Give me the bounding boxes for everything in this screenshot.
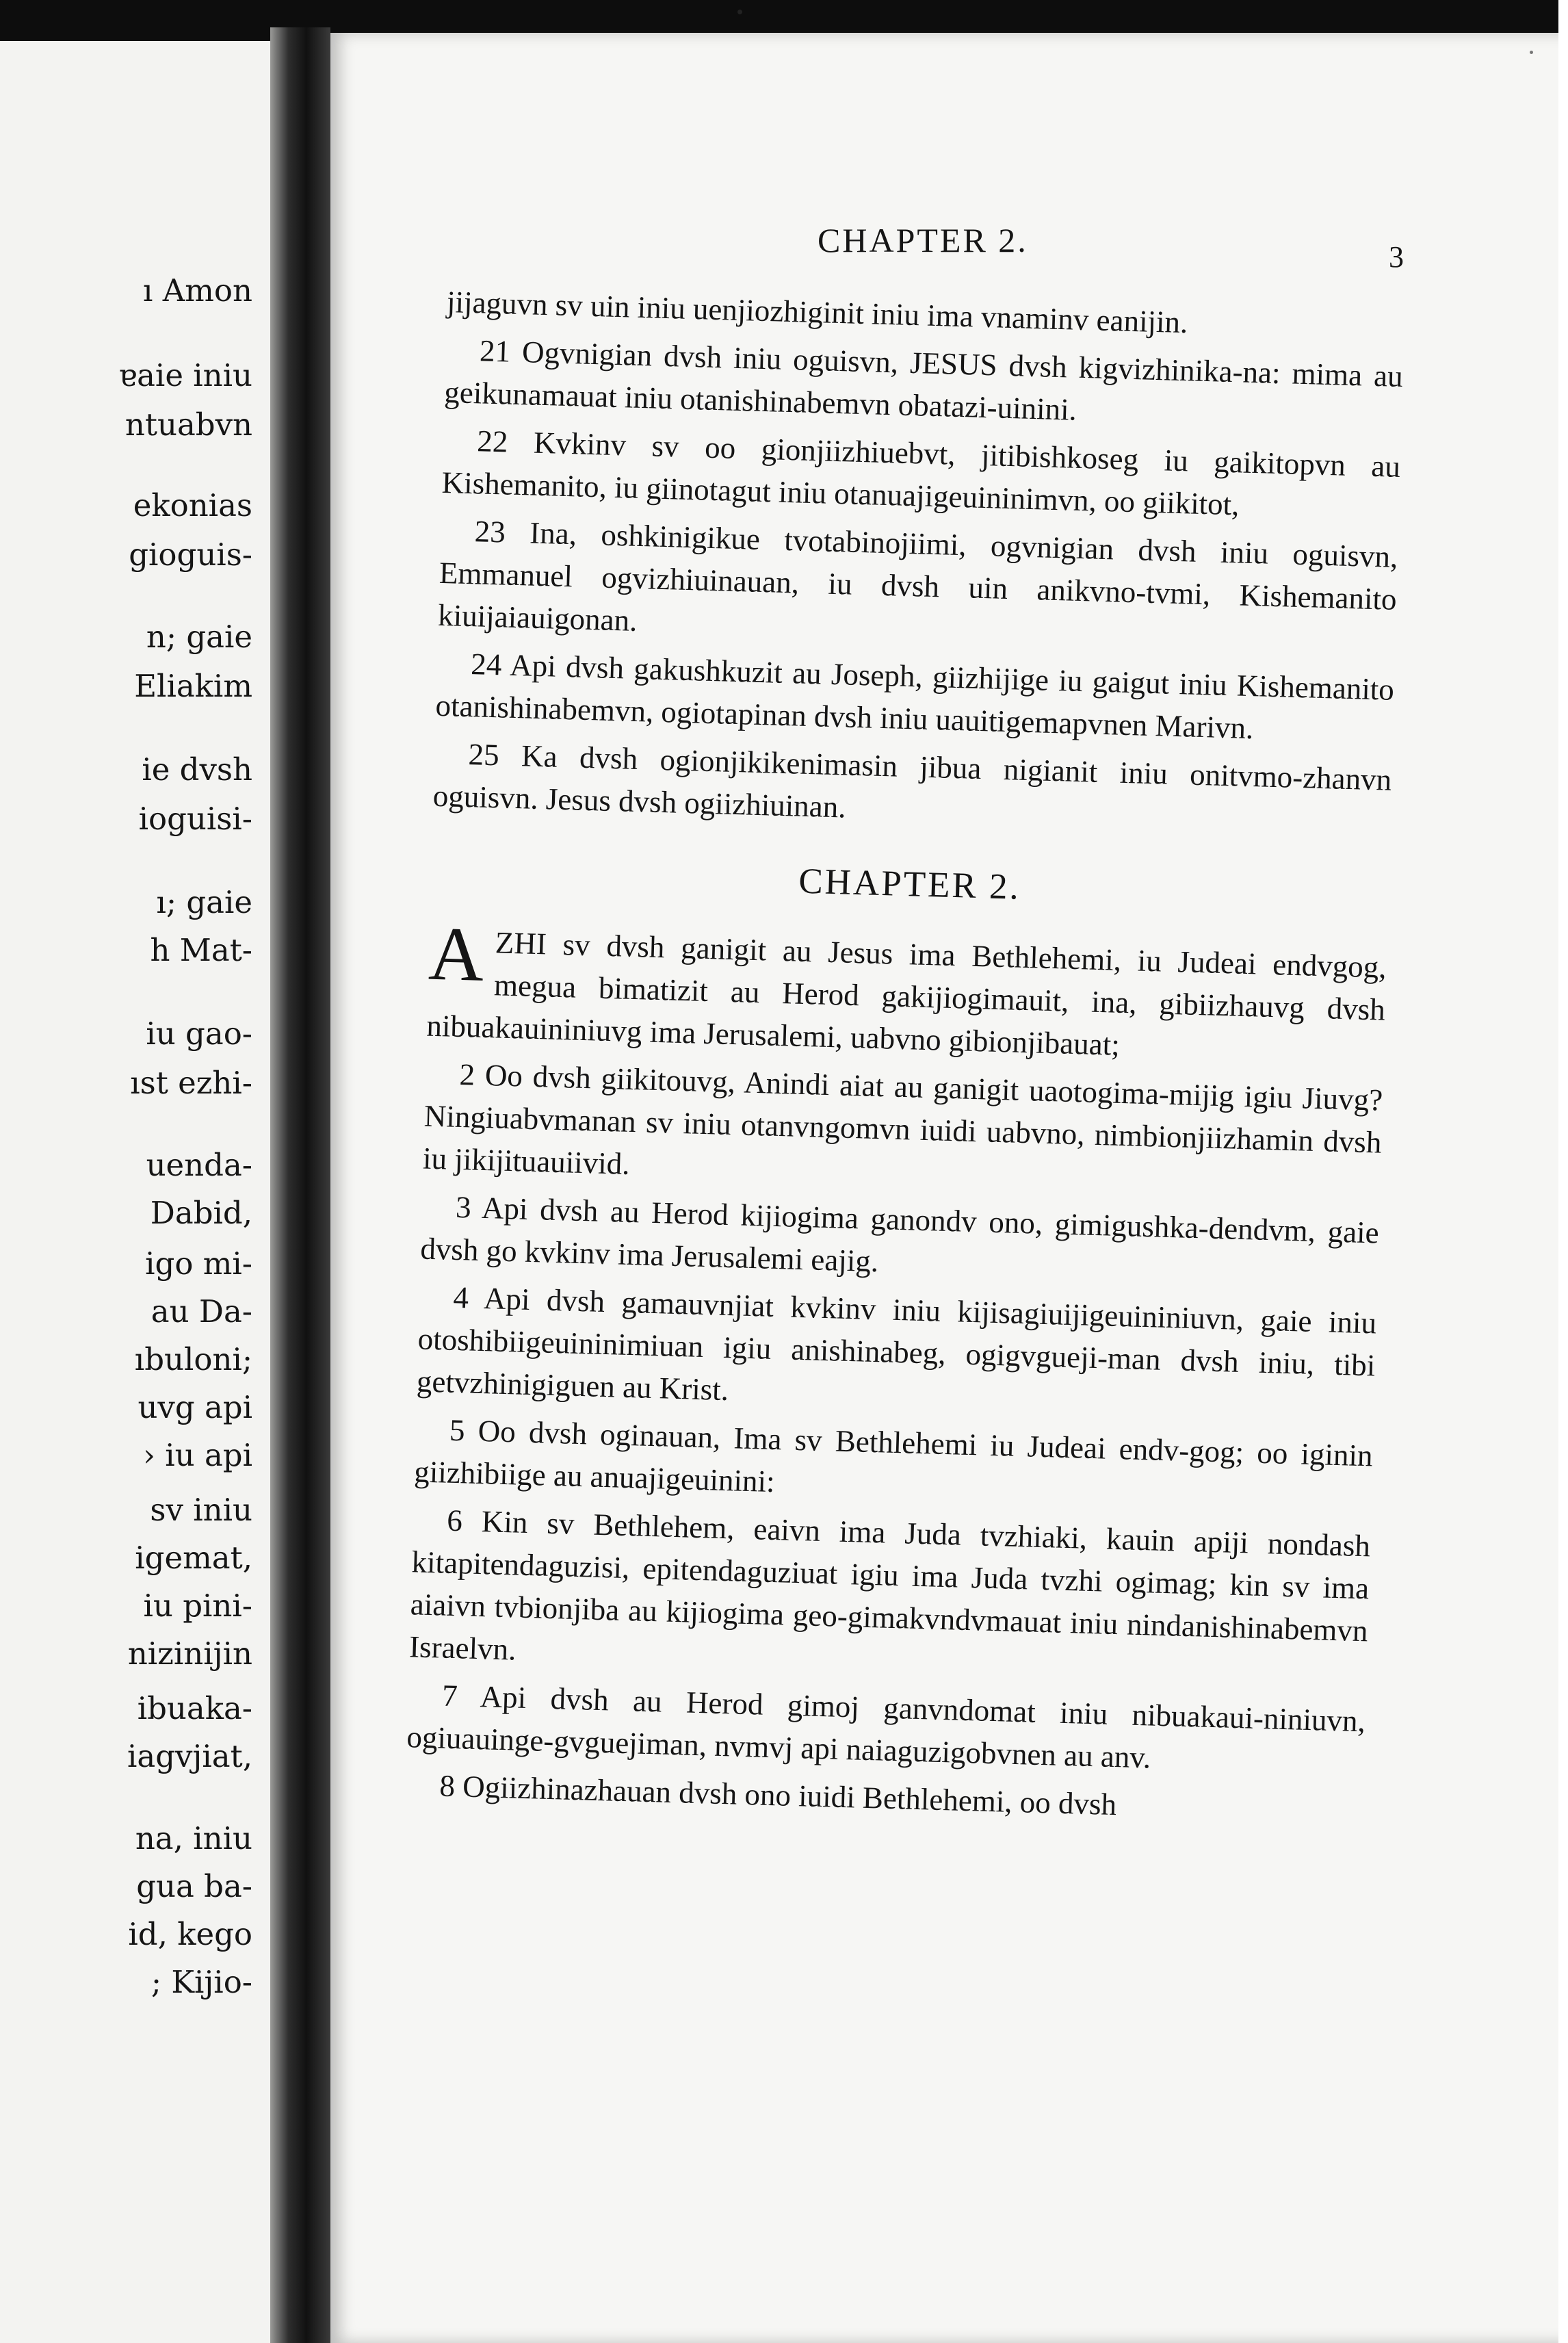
left-page-line: ıbuloni; xyxy=(134,1341,252,1377)
verse-paragraph: 7 Api dvsh au Herod gimoj ganvndomat iniu nibuakaui-niniuvn, ogiuauinge-gvguejiman, nvmvj api naiaguzigobvnen au anv. xyxy=(406,1678,1366,1775)
chapter-2-verses xyxy=(405,1052,1383,1833)
left-page-line: iu pini- xyxy=(143,1588,252,1624)
scan-speck xyxy=(1530,51,1533,54)
left-page-line: igemat, xyxy=(135,1540,252,1576)
page-edge xyxy=(1558,0,1568,2343)
verse-paragraph: 8 Ogiizhinazhauan dvsh ono iuidi Bethlehemi, oo dvsh xyxy=(439,1768,1117,1822)
verse-paragraph: 21 Ogvnigian dvsh iniu oguisvn, JESUS dvsh kigvizhinika-na: mima au geikunamauat iniu otanishinabemvn obatazi-uinini. xyxy=(443,333,1404,427)
chapter-2-verse-1 xyxy=(426,911,1387,1074)
left-page-line: au Da- xyxy=(151,1293,252,1330)
verse-paragraph: 24 Api dvsh gakushkuzit au Joseph, giizhijige iu gaigut iniu Kishemanito otanishinabemvn, ogiotapinan dvsh iniu uauitigemapvnen Marivn. xyxy=(434,647,1395,746)
left-page-line: › iu api xyxy=(142,1437,252,1473)
left-page-line: ntuabvn xyxy=(125,406,252,443)
left-page-line: gua ba- xyxy=(136,1868,252,1904)
left-page-line: iagvjiat, xyxy=(127,1738,252,1774)
left-page-line: ı; gaie xyxy=(156,884,252,920)
verse-paragraph: jijaguvn sv uin iniu uenjiozhiginit iniu ima vnaminv eanijin. xyxy=(446,284,1189,340)
verse-paragraph: 22 Kvkinv sv oo gionjiizhiuebvt, jitibishkoseg iu gaikitopvn au Kishemanito, iu giinotagut iniu otanuajigeuininimvn, oo giikitot, xyxy=(441,424,1401,522)
left-page-line: igo mi- xyxy=(145,1245,252,1282)
left-page-line: ie dvsh xyxy=(142,751,252,788)
verse-paragraph: 5 Oo dvsh oginauan, Ima sv Bethlehemi iu Judeai endv-gog; oo iginin giizhibiige au anuajigeuinini: xyxy=(413,1412,1374,1499)
left-page-line: iu gao- xyxy=(146,1015,252,1052)
verse-paragraph: 6 Kin sv Bethlehem, eaivn ima Juda tvzhiaki, kauin apiji nondash kitapitendaguzisi, epitendaguziuat igiu ima Juda tvzhi ogimag; kin sv ima aiaivn tvbionjiba au kijiogima geo-gimakvndvmauat iniu nindanishinabemvn Israelvn. xyxy=(408,1503,1371,1667)
page-number: 3 xyxy=(1389,240,1404,274)
left-page-line: Dabid, xyxy=(150,1195,252,1231)
left-page-line: ɐaie iniu xyxy=(118,357,252,393)
verse-text: ZHI sv dvsh ganigit au Jesus ima Bethlehemi, iu Judeai endvgog, megua bimatizit au Herod gakijiogimauit, ina, gibiizhauvg dvsh nibuakauininiuvg ima Jerusalemi, uabvno gibionjibauat; xyxy=(426,925,1387,1062)
verse-paragraph: 2 Oo dvsh giikitouvg, Anindi aiat au ganigit uaotogima-mijig igiu Jiuvg? Ningiuabvmanan sv iniu otanvngomvn iuidi uabvno, nimbionjiizhamin dvsh iu jikijituauiivid. xyxy=(422,1057,1383,1181)
left-page-line: id, kego xyxy=(128,1916,252,1952)
left-page-line: ekonias xyxy=(133,487,252,523)
chapter-heading: CHAPTER 2. xyxy=(798,861,1021,907)
left-page-line: nizinijin xyxy=(127,1635,252,1672)
left-page-line: na, iniu xyxy=(135,1820,252,1856)
left-page-line: Eliakim xyxy=(134,668,252,704)
left-page-line: h Mat- xyxy=(150,932,252,968)
right-page-text xyxy=(405,281,1405,1838)
book-gutter xyxy=(270,27,330,2343)
left-page-line: sv iniu xyxy=(150,1492,252,1528)
verse-paragraph: 4 Api dvsh gamauvnjiat kvkinv iniu kijisagiuijigeuininiuvn, gaie iniu otoshibiigeuininimiuan igiu anishinabeg, ogigvgueji-man dvsh iniu, tibi getvzhinigiguen au Krist. xyxy=(416,1280,1377,1408)
verse-paragraph: 3 Api dvsh au Herod kijiogima ganondv ono, gimigushka-dendvm, gaie dvsh go kvkinv ima Jerusalemi eajig. xyxy=(419,1189,1380,1279)
left-page-line: n; gaie xyxy=(146,619,252,655)
running-head: CHAPTER 2. xyxy=(818,221,1028,259)
left-page-line: ibuaka- xyxy=(137,1690,252,1726)
left-page-line: ioguisi- xyxy=(138,801,252,837)
scan-speck xyxy=(737,10,742,14)
verse-paragraph: 23 Ina, oshkinigikue tvotabinojiimi, ogvnigian dvsh iniu oguisvn, Emmanuel ogvizhiuinauan, iu dvsh uin anikvno-tvmi, Kishemanito kiuijaiauigonan. xyxy=(437,514,1398,638)
drop-cap: A xyxy=(427,911,486,998)
chapter-1-end xyxy=(432,281,1404,844)
left-page-line: uenda- xyxy=(146,1147,252,1183)
left-page-line: ı Amon xyxy=(143,272,252,309)
left-page-line: ; Kijio- xyxy=(151,1964,252,2000)
left-page-line: gioguis- xyxy=(129,536,252,573)
verse-paragraph: 25 Ka dvsh ogionjikikenimasin jibua nigianit iniu onitvmo-zhanvn oguisvn. Jesus dvsh ogiizhiuinan. xyxy=(432,737,1392,825)
left-page-line: uvg api xyxy=(138,1389,252,1425)
left-page-line: ıst ezhi- xyxy=(130,1065,252,1101)
left-page xyxy=(0,41,270,2343)
